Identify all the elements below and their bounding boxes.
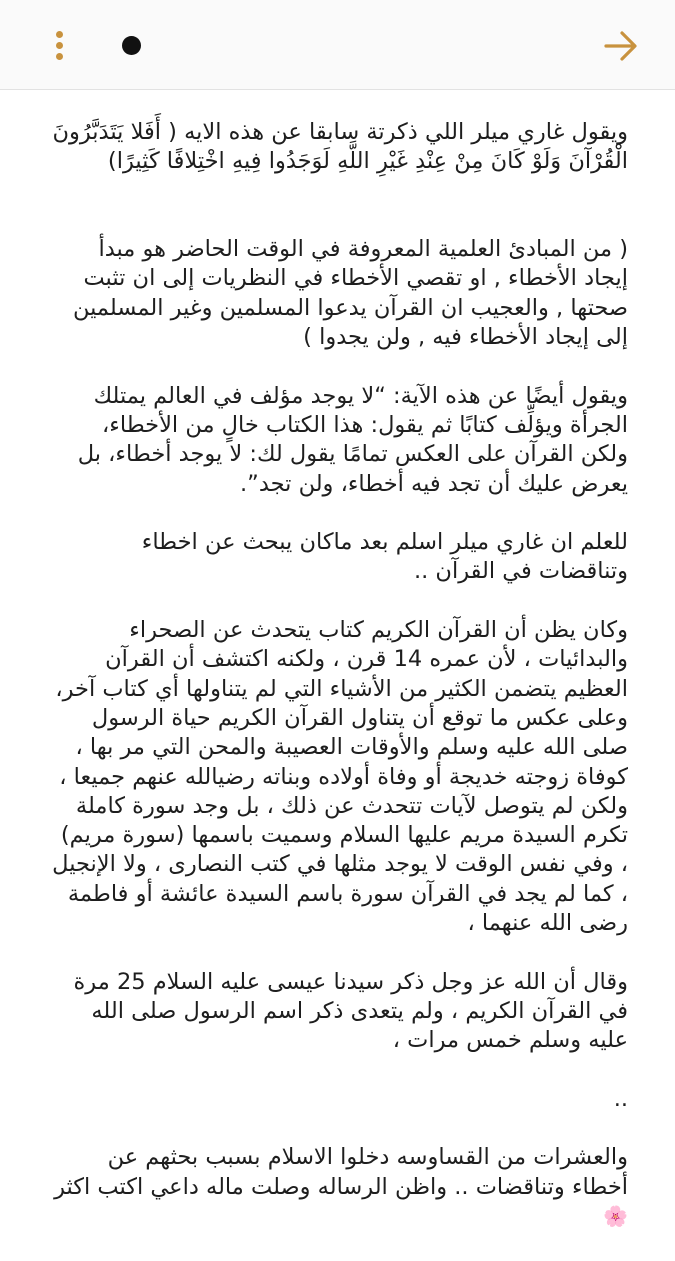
post-body — [48, 118, 628, 1261]
app-toolbar — [0, 0, 675, 90]
more-options-button[interactable] — [44, 22, 76, 68]
more-vert-icon-dot — [56, 42, 63, 49]
post-paragraph-5: وكان يظن أن القرآن الكريم كتاب يتحدث عن الصحراء والبدائيات ، لأن عمره 14 قرن ، ولكنه اكتشف أن القرآن العظيم يتضمن الكثير من الأشياء التي لم يتناولها أي كتاب آخر، وعلى عكس ما توقع أن يتناول القرآن الكريم حياة الرسول صلى الله عليه وسلم والأوقات العصيبة والمحن التي مر بها ، كوفاة زوجته خديجة أو وفاة أولاده وبناته رضيالله عنهم جميعا ، ولكن لم يتوصل لآيات تتحدث عن ذلك ، بل وجد سورة كاملة تكرم السيدة مريم عليها السلام وسميت باسمها (سورة مريم) ، وفي نفس الوقت لا يوجد مثلها في كتب النصارى ، ولا الإنجيل ، كما لم يجد في القرآن سورة باسم السيدة عائشة أو فاطمة رضى الله عنهما ، — [52, 617, 628, 937]
post-paragraph-6: وقال أن الله عز وجل ذكر سيدنا عيسى عليه السلام 25 مرة في القرآن الكريم ، ولم يتعدى ذكر اسم الرسول صلى الله عليه وسلم خمس مرات ، — [73, 968, 628, 1054]
post-paragraph-8-text: والعشرات من القساوسه دخلوا الاسلام بسبب بحثهم عن أخطاء وتناقضات .. واظن الرساله وصلت ماله داعي اكتب اكثر — [54, 1144, 628, 1200]
post-paragraph-2: ( من المبادئ العلمية المعروفة في الوقت الحاضر هو مبدأ إيجاد الأخطاء , او تقصي الأخطاء في النظريات إلى ان تثبت صحتها , والعجيب ان القرآن يدعوا المسلمين وغير المسلمين إلى إيجاد الأخطاء فيه , ولن يجدوا ) — [72, 236, 628, 351]
post-paragraph-8 — [48, 1143, 628, 1231]
post-paragraph-1: ويقول غاري ميلر اللي ذكرتة سابقا عن هذه الايه ( أَفَلا يَتَدَبَّرُونَ الْقُرْآنَ وَلَوْ كَانَ مِنْ عِنْدِ غَيْرِ اللَّهِ لَوَجَدُوا فِيهِ اخْتِلافًا كَثِيرًا) — [52, 119, 628, 175]
flower-emoji: 🌸 — [603, 1203, 628, 1228]
arrow-forward-icon — [598, 24, 644, 68]
more-vert-icon-dot-2 — [56, 53, 63, 60]
back-button[interactable] — [598, 24, 644, 68]
post-paragraph-4: للعلم ان غاري ميلر اسلم بعد ماكان يبحث عن اخطاء وتناقضات في القرآن .. — [141, 529, 628, 585]
post-paragraph-3: ويقول أيضًا عن هذه الآية: “لا يوجد مؤلف في العالم يمتلك الجرأة ويؤلِّف كتابًا ثم يقول: هذا الكتاب خالٍ من الأخطاء، ولكن القرآن على العكس تمامًا يقول لك: لا يوجد أخطاء، بل يعرض عليك أن تجد فيه أخطاء، ولن تجد”. — [77, 382, 628, 497]
more-vert-icon — [56, 31, 63, 38]
post-paragraph-7: .. — [613, 1085, 628, 1112]
record-dot-icon — [122, 36, 141, 55]
